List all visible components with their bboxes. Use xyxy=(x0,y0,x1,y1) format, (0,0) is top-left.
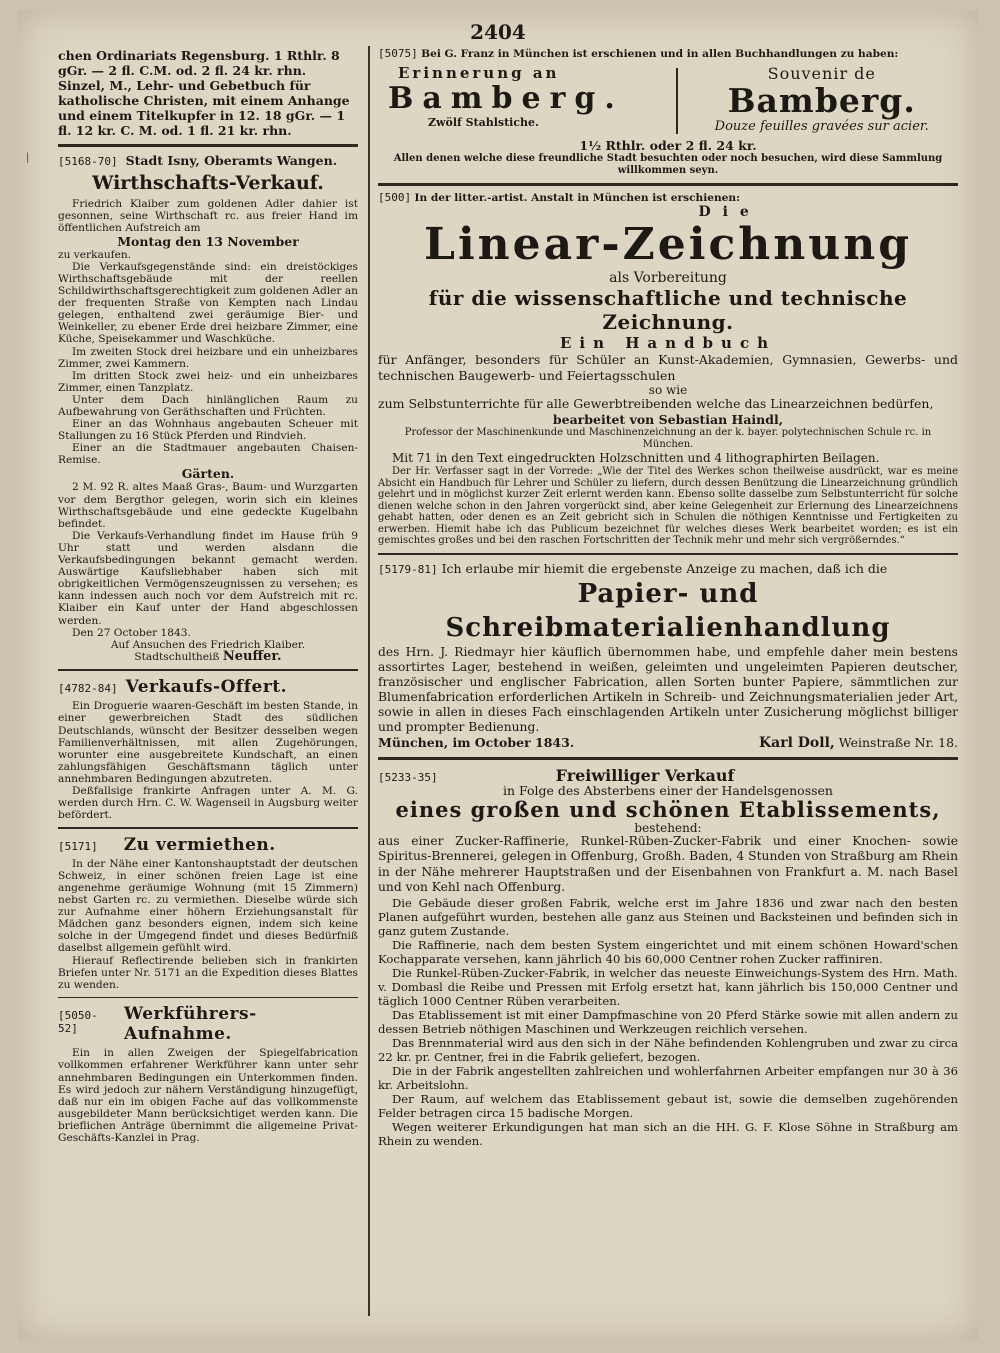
ad-wirthschaft xyxy=(58,153,358,663)
ad-intro: Ich erlaube mir hiemit die ergebenste Anzeige zu machen, daß ich die xyxy=(441,561,888,577)
column-divider xyxy=(368,46,370,1316)
rule xyxy=(378,553,958,556)
rule xyxy=(58,144,358,147)
rule xyxy=(58,997,358,999)
ad-paragraph: Das Brennmaterial wird aus den sich in der Nähe befindenden Kohlengruben und zwar zu circa 22 kr. pr. Centner, frei in die Fabrik geliefert, bezogen. xyxy=(378,1035,958,1064)
book-title: Linear-Zeichnung xyxy=(424,218,912,270)
ad-paragraph: Das Etablissement ist mit einer Dampfmaschine von 20 Pferd Stärke sowie mit allen andern zu dessen Betrieb nöthigen Maschinen und Werkzeugen reichlich versehen. xyxy=(378,1007,958,1036)
page-number: 2404 xyxy=(470,20,526,44)
rule xyxy=(58,669,358,672)
ad-sub: in Folge des Absterbens einer der Handelsgenossen xyxy=(503,782,833,798)
intro-text-1: chen Ordinariats Regensburg. 1 Rthlr. 8 gGr. — 2 fl. C.M. od. 2 fl. 24 kr. rhn. xyxy=(58,48,340,78)
ad-paragraph: Deßfallsige frankirte Anfragen unter A. M. G. werden durch Hrn. C. W. Wagenseil in Augsburg weiter befördert. xyxy=(58,785,358,822)
rule xyxy=(378,183,958,186)
ad-ref: [5171] xyxy=(58,839,98,853)
ad-ref: [5233-35] xyxy=(378,770,438,784)
title-french-big: Bamberg. xyxy=(727,81,916,121)
book-subtitle: als Vorbereitung xyxy=(609,269,727,286)
ad-paragraph: Im dritten Stock zwei heiz- und ein unheizbares Zimmer, einen Tanzplatz. xyxy=(58,369,358,394)
ad-ref: [5168-70] xyxy=(58,154,118,168)
ad-ref: [5075] xyxy=(378,47,418,60)
ad-place: Stadt Isny, Oberamts Wangen. xyxy=(125,152,338,168)
ad-paragraph: Auf Ansuchen des Friedrich Klaiber. xyxy=(110,638,306,651)
title-german-big: Bamberg. xyxy=(388,81,624,117)
ad-title: Verkaufs-Offert. xyxy=(125,677,288,698)
ad-paragraph: Die Runkel-Rüben-Zucker-Fabrik, in welcher das neueste Einweichungs-System des Hrn. Math. v. Dombasl die Reibe und Pressen mit Erfolg ersetzt hat, kann jährlich bis 150,000 Centner und täglich 1000 Centner Rüben verarbeiten. xyxy=(378,965,958,1008)
book-quote: Der Hr. Verfasser sagt in der Vorrede: „Wie der Titel des Werkes schon theilweise ausdrückt, war es meine Absicht ein Handbuch für Lehrer und Schüler zu liefern, durch dessen Benützung die Linearzeichnung gründlich gelehrt und in möglichst kurzer Zeit erlernt werden kann. Ebenso sollte dasselbe zum Selbstunterricht für solche dienen welche schon in den Jahren vorgerückt sind, aber keine Gelegenheit zur Erlernung des Linearzeichnens gehabt hatten, oder denen es an Zeit gebricht sich in Schulen die nöthigen Kenntnisse und Fertigkeiten zu erwerben. Hiemit habe ich das Publicum bezeichnet für welches dieses Werk bearbeitet worden; es ist ein gemischtes großes und bei den raschen Fortschritten der Technik mehr und mehr sich vergrößerndes.“ xyxy=(378,466,958,547)
ad-paragraph: zu verkaufen. xyxy=(58,248,132,261)
book-sowie: so wie xyxy=(648,382,688,397)
ad-signoff xyxy=(378,735,958,751)
ad-intro: In der litter.-artist. Anstalt in München ist erschienen: xyxy=(414,191,741,204)
ad-big: eines großen und schönen Etablissements, xyxy=(395,796,941,822)
right-column xyxy=(378,48,958,1148)
title-french-sub: Douze feuilles gravées sur acier. xyxy=(714,119,929,135)
intro-text-2: Sinzel, M., Lehr- und Gebetbuch für katholische Christen, mit einem Anhange und einem Titelkupfer in 12. 18 gGr. — 1 fl. 12 kr. C. M. od. 1 fl. 21 kr. rhn. xyxy=(58,78,350,138)
ad-linear-zeichnung xyxy=(378,192,958,547)
ad-paragraph: Ein in allen Zweigen der Spiegelfabrication vollkommen erfahrener Werkführer kann unter sehr annehmbaren Bedingungen ein Unterkommen finden. Es wird jedoch zur nähern Verständigung hinzugefügt, daß nur ein im obigen Fache auf das vollkommenste ausgebildeter Mann berücksichtiget werden kann. Die brieflichen Anträge übernimmt die allgemeine Privat-Geschäfts-Kanzlei in Prag. xyxy=(58,1047,358,1144)
book-handbuch: Ein Handbuch xyxy=(560,333,776,352)
ad-paragraph: Die Gebäude dieser großen Fabrik, welche erst im Jahre 1836 und zwar nach den besten Planen aufgeführt wurden, bestehen alle ganz aus Steinen und Backsteinen und befinden sich in ganz gutem Zustande. xyxy=(378,895,958,938)
ad-intro: Bei G. Franz in München ist erschienen und in allen Buchhandlungen zu haben: xyxy=(421,48,899,60)
title-german-sub: Zwölf Stahlstiche. xyxy=(428,116,539,130)
margin-mark: | xyxy=(26,152,30,163)
ad-paragraph: Hierauf Reflectirende belieben sich in frankirten Briefen unter Nr. 5171 an die Expedition dieses Blattes zu wenden. xyxy=(58,954,358,991)
rule xyxy=(58,827,358,829)
ad-paragraph: Die Verkaufs-Verhandlung findet im Hause früh 9 Uhr statt und werden alsdann die Verkaufsbedingungen bekannt gemacht werden. Auswärtige Kaufsliebhaber haben sich mit obrigkeitlichen Vermögenszeugnissen zu versehen; es kann indessen auch noch vor dem Aufstreich mit rc. Klaiber ein Kauf unter der Hand abgeschlossen werden. xyxy=(58,529,358,627)
ad-title: Freiwilliger Verkauf xyxy=(555,765,735,785)
ad-paragraph: Im zweiten Stock drei heizbare und ein unheizbares Zimmer, zwei Kammern. xyxy=(58,345,358,370)
ad-papierhandlung xyxy=(378,561,958,751)
ad-note: Allen denen welche diese freundliche Stadt besuchten oder noch besuchen, wird diese Sammlung willkommen seyn. xyxy=(393,153,943,177)
title-german-small: Erinnerung an xyxy=(398,64,560,83)
ad-paragraph: Einer an das Wohnhaus angebauten Scheuer mit Stallungen zu 16 Stück Pferden und Rindvieh. xyxy=(58,418,358,443)
ad-paragraph: aus einer Zucker-Raffinerie, Runkel-Rüben-Zucker-Fabrik und einer Knochen- sowie Spiritus-Brennerei, gelegen in Offenburg, Großh. Baden, 4 Stunden von Straßburg am Rhein in der Nähe mehrerer Hauptstraßen und der Eisenbahnen von Frankfurt a. M. nach Basel und von Kehl nach Offenburg. xyxy=(378,833,958,895)
ad-werkfuehrer xyxy=(58,1004,358,1144)
ad-paragraph: Wegen weiterer Erkundigungen hat man sich an die HH. G. F. Klose Söhne in Straßburg am Rhein zu wenden. xyxy=(378,1119,958,1148)
ad-paragraph: Die in der Fabrik angestellten zahlreichen und wohlerfahrnen Arbeiter empfangen nur 30 à 36 kr. Arbeitslohn. xyxy=(378,1063,958,1092)
place-date: München, im October 1843. xyxy=(378,735,575,751)
ad-paragraph: Einer an die Stadtmauer angebauten Chaisen-Remise. xyxy=(58,442,358,467)
ad-bamberg xyxy=(378,48,958,177)
ad-paragraph: 2 M. 92 R. altes Maaß Gras-, Baum- und Wurzgarten vor dem Bergthor gelegen, worin sich ein kleines Wirthschaftsgebäude und eine gedeckte Kugelbahn befindet. xyxy=(58,481,358,530)
ad-paragraph: Die Raffinerie, nach dem besten System eingerichtet und mit einem schönen Howard'schen Kochapparate versehen, kann jährlich 40 bis 60,000 Centner rohen Zucker raffiniren. xyxy=(378,937,958,966)
ad-paragraph: Friedrich Klaiber zum goldenen Adler dahier ist gesonnen, seine Wirthschaft rc. aus freier Hand im öffentlichen Aufstreich am xyxy=(58,197,358,234)
price: 1½ Rthlr. oder 2 fl. 24 kr. xyxy=(579,138,757,154)
section-head: Gärten. xyxy=(181,466,235,482)
title-separator xyxy=(676,68,678,134)
book-desc: für Anfänger, besonders für Schüler an Kunst-Akademien, Gymnasien, Gewerbs- und technischen Baugewerb- und Feiertagsschulen xyxy=(378,351,958,383)
signature-label: Stadtschultheiß xyxy=(134,650,220,663)
ad-paragraph: Ein Droguerie waaren-Geschäft im besten Stande, in einer gewerbreichen Stadt des südlichen Deutschlands, wünscht der Besitzer desselben wegen Familienverhältnissen, mit allen Zugehörungen, worunter eine ausgebreitete Kundschaft, an einen zahlungsfähigen Geschäftsmann täglich unter annehmbaren Bedingungen abzutreten. xyxy=(58,700,358,785)
ad-paragraph: In der Nähe einer Kantonshauptstadt der deutschen Schweiz, in einer schönen freien Lage ist eine angenehme geräumige Wohnung (mit 15 Zimmern) nebst Garten rc. zu vermiethen. Dieselbe würde sich zur Aufnahme einer höhern Erziehungsanstalt für Mädchen ganz besonders eignen, indem sich keine solche in der Umgegend findet und dieses Bedürfniß daselbst allgemein gefühlt wird. xyxy=(58,857,358,955)
signature xyxy=(58,648,358,664)
left-column xyxy=(58,48,358,1144)
newspaper-page xyxy=(18,10,978,1340)
title-french xyxy=(686,64,959,138)
ad-paragraph: Der Raum, auf welchem das Etablissement gebaut ist, sowie die demselben zugehörenden Felder betragen circa 15 badische Morgen. xyxy=(378,1091,958,1120)
signer: Karl Doll, xyxy=(758,735,835,752)
ad-ref: [5050-52] xyxy=(58,1009,98,1036)
address: Weinstraße Nr. 18. xyxy=(838,735,958,751)
ad-paragraph: Die Verkaufsgegenstände sind: ein dreistöckiges Wirthschaftsgebäude mit der reellen Schildwirthschaftsgerechtigkeit zum goldenen Adler an der frequenten Straße von Kempten nach Lindau gelegen, enthaltend zwei geräumige Bier- und Weinkeller, zu ebener Erde drei heizbare Zimmer, eine Küche, Speisekammer und Waschküche. xyxy=(58,260,358,346)
book-prof: Professor der Maschinenkunde und Maschinenzeichnung an der k. bayer. polytechnischen Schule rc. in München. xyxy=(404,426,932,451)
ad-title: Werkführers-Aufnahme. xyxy=(124,1004,257,1045)
signature-name: Neuffer. xyxy=(222,648,282,664)
die-word: Die xyxy=(698,203,761,220)
book-desc: zum Selbstunterrichte für alle Gewerbtreibenden welche das Linearzeichnen bedürfen, xyxy=(378,395,934,411)
ad-paragraph: Unter dem Dach hinlänglichen Raum zu Aufbewahrung von Geräthschaften und Früchten. xyxy=(58,393,358,418)
ad-title: Papier- und Schreibmaterialienhandlung xyxy=(445,579,891,644)
book-mit: Mit 71 in den Text eingedruckten Holzschnitten und 4 lithographirten Beilagen. xyxy=(392,451,880,466)
title-german xyxy=(378,64,668,138)
ad-body: des Hrn. J. Riedmayr hier käuflich übernommen habe, und empfehle daher mein bestens assortirtes Lager, bestehend in weißen, geleimten und ungeleimten Papieren deutscher, französischer und englischer Fabrication, allen Sorten bunter Papiere, sämmtlichen zur Blumenfabrication erforderlichen Artikeln in Schreib- und Zeichnungsmaterialien jeder Art, sowie in allen in dieses Fach einschlagenden Artikeln unter Zusicherung möglichst billiger und prompter Bedienung. xyxy=(378,645,958,735)
rule xyxy=(378,757,958,760)
ad-besteh: bestehend: xyxy=(634,820,702,835)
bamberg-titles xyxy=(378,64,958,138)
ad-date: Montag den 13 November xyxy=(117,233,299,249)
ad-verkaufs-offert xyxy=(58,677,358,821)
title-french-small: Souvenir de xyxy=(767,64,876,84)
ad-ref: [5179-81] xyxy=(378,563,438,577)
ad-title: Wirthschafts-Verkauf. xyxy=(92,171,324,194)
book-author: bearbeitet von Sebastian Haindl, xyxy=(552,411,784,427)
ad-ref: [500] xyxy=(378,190,412,204)
ad-freiwilliger-verkauf xyxy=(378,766,958,1148)
ad-ref: [4782-84] xyxy=(58,682,118,696)
ad-title: Zu vermiethen. xyxy=(123,834,276,855)
ad-zu-vermiethen xyxy=(58,835,358,991)
ad-date-line: Den 27 October 1843. xyxy=(72,626,191,639)
book-subtitle-2: für die wissenschaftliche und technische Zeichnung. xyxy=(428,285,908,334)
